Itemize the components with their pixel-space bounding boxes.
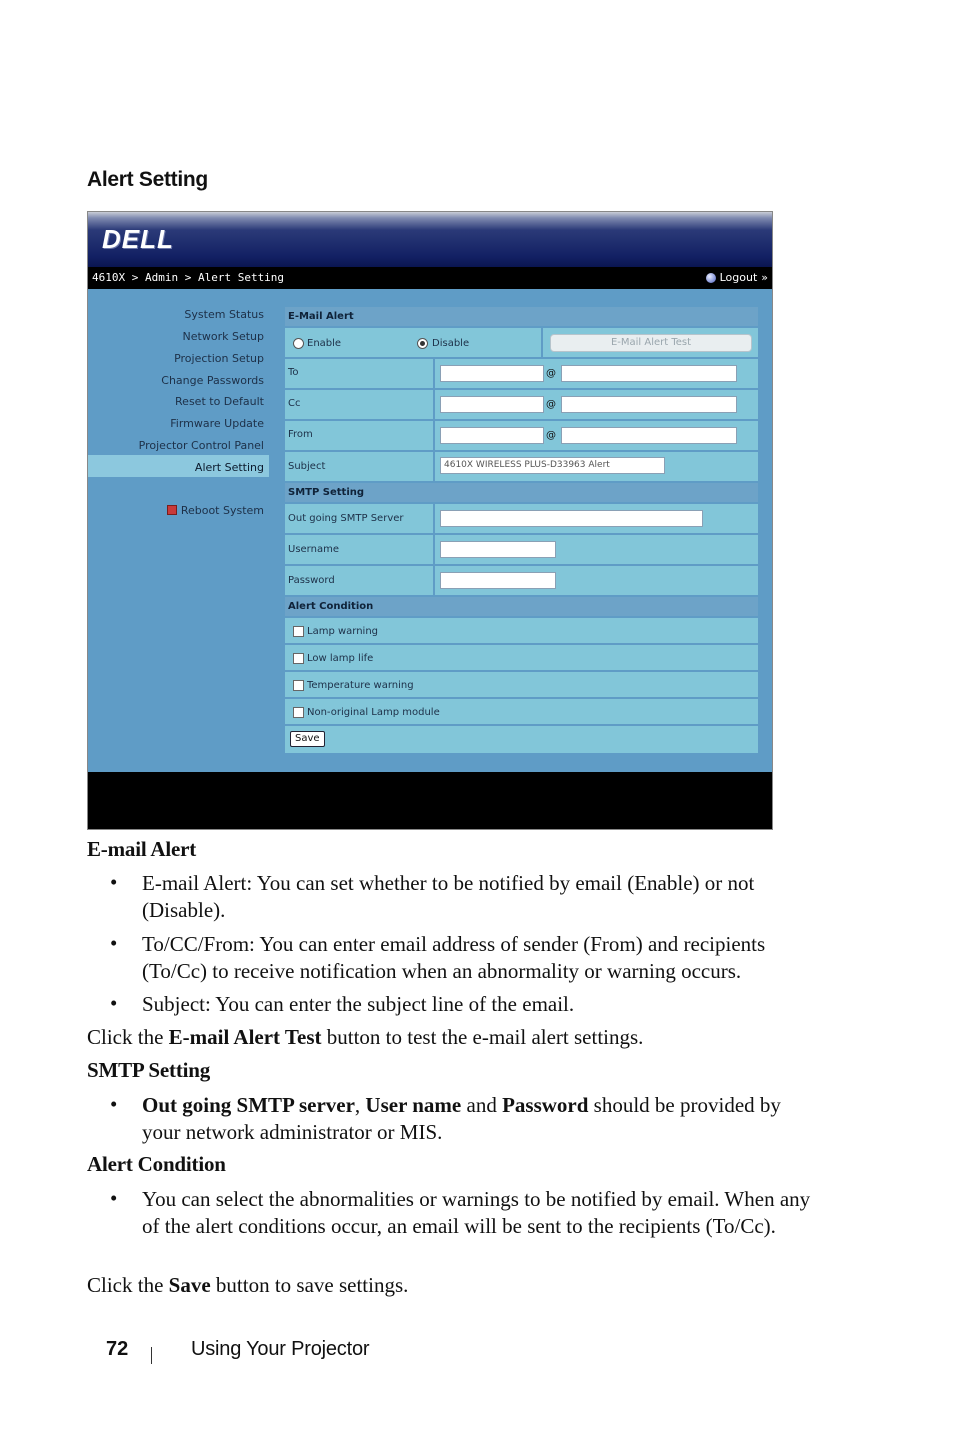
web-ui-screenshot [87,211,773,830]
row-divider [433,504,435,533]
condition-row-non-original-lamp [285,699,758,726]
alert-condition-heading: Alert Condition [87,1152,226,1176]
from-domain-input[interactable] [561,427,737,444]
save-row [285,726,758,753]
username-label: Username [288,544,339,555]
low-lamp-life-checkbox[interactable] [293,653,304,664]
subject-label: Subject [288,461,326,472]
from-row [285,421,758,452]
bullet-icon: • [110,931,118,955]
condition-row-low-lamp-life [285,645,758,672]
chapter-title: Using Your Projector [191,1338,370,1360]
row-divider [433,535,435,564]
password-label: Password [288,575,335,586]
logout-icon [706,273,716,283]
password-input[interactable] [440,572,556,589]
temperature-warning-checkbox[interactable] [293,680,304,691]
logout-link[interactable] [706,271,768,284]
section-title: Alert Setting [87,168,208,191]
smtp-bullet-1: Out going SMTP server, User name and Password should be provided by your network administrator or MIS. [142,1093,781,1144]
disable-radio[interactable] [417,338,428,349]
password-row [285,566,758,597]
bullet-icon: • [110,1186,118,1210]
row-divider [433,566,435,595]
username-input[interactable] [440,541,556,558]
at-sign: @ [546,368,556,379]
enable-label: Enable [307,338,342,349]
from-user-input[interactable] [440,427,544,444]
sidebar-item-firmware-update[interactable]: Firmware Update [170,417,264,430]
logout-label: Logout [719,271,758,284]
smtp-setting-heading: SMTP Setting [87,1058,211,1082]
alert-condition-header: Alert Condition [285,597,758,618]
row-divider [541,328,543,357]
cc-row [285,390,758,421]
sidebar-item-projector-control-panel[interactable]: Projector Control Panel [138,439,264,452]
at-sign: @ [546,399,556,410]
enable-radio[interactable] [293,338,304,349]
row-divider [433,421,435,450]
test-button-name: E-mail Alert Test [168,1025,322,1049]
email-bullet-1: E-mail Alert: You can set whether to be notified by email (Enable) or not (Disable). [142,871,755,922]
smtp-server-input[interactable] [440,510,703,527]
temperature-warning-label: Temperature warning [307,680,414,691]
smtp-server-label: Out going SMTP Server [288,513,404,524]
to-domain-input[interactable] [561,365,737,382]
sidebar-item-system-status[interactable]: System Status [184,308,264,321]
email-bullet-2: To/CC/From: You can enter email address of sender (From) and recipients (To/Cc) to receive notification when an abnormality or warning occurs. [142,932,766,983]
to-label: To [288,367,299,378]
reboot-system-link[interactable] [167,504,264,517]
email-bullet-3: Subject: You can enter the subject line of the email. [142,992,575,1016]
save-button-name: Save [168,1273,211,1297]
test-instruction: Click the E-mail Alert Test button to test the e-mail alert settings. [87,1025,644,1049]
sidebar-item-network-setup[interactable]: Network Setup [182,330,264,343]
sidebar-item-reset-to-default[interactable]: Reset to Default [175,395,264,408]
row-divider [433,390,435,419]
screenshot-footer-bar [88,772,772,830]
condition-row-lamp-warning [285,618,758,645]
from-label: From [288,429,313,440]
header-banner [88,212,772,267]
condition-row-temperature-warning [285,672,758,699]
email-alert-header: E-Mail Alert [285,307,758,328]
dell-logo: DELL [102,224,174,254]
footer-divider [151,1347,152,1364]
email-alert-heading: E-mail Alert [87,837,196,861]
main-content [269,289,773,772]
cc-user-input[interactable] [440,396,544,413]
double-chevron-icon: » [761,271,768,284]
sidebar-item-alert-setting[interactable]: Alert Setting [194,461,264,474]
username-row [285,535,758,566]
page-number: 72 [106,1338,129,1360]
save-button[interactable]: Save [290,731,325,747]
cc-domain-input[interactable] [561,396,737,413]
sidebar-item-change-passwords[interactable]: Change Passwords [161,374,264,387]
low-lamp-life-label: Low lamp life [307,653,374,664]
disable-label: Disable [432,338,470,349]
breadcrumb: 4610X > Admin > Alert Setting [92,271,285,284]
row-divider [433,452,435,481]
cc-label: Cc [288,398,301,409]
smtp-setting-header: SMTP Setting [285,483,758,504]
bullet-icon: • [110,1092,118,1116]
email-alert-toggle-row [285,328,758,359]
sidebar-item-projection-setup[interactable]: Projection Setup [174,352,264,365]
subject-input[interactable]: 4610X WIRELESS PLUS-D33963 Alert [440,457,665,474]
breadcrumb-bar [88,267,772,289]
bullet-icon: • [110,991,118,1015]
row-divider [433,359,435,388]
lamp-warning-checkbox[interactable] [293,626,304,637]
alert-bullet-1: You can select the abnormalities or warnings to be notified by email. When any of the alert conditions occur, an email will be sent to the recipients (To/Cc). [142,1187,811,1238]
bullet-icon: • [110,870,118,894]
reboot-icon [167,505,177,515]
sidebar [88,289,269,772]
smtp-server-row [285,504,758,535]
to-user-input[interactable] [440,365,544,382]
non-original-lamp-checkbox[interactable] [293,707,304,718]
subject-row [285,452,758,483]
save-instruction: Click the Save button to save settings. [87,1273,409,1297]
reboot-label: Reboot System [180,504,264,517]
non-original-lamp-label: Non-original Lamp module [307,707,440,718]
to-row [285,359,758,390]
at-sign: @ [546,430,556,441]
lamp-warning-label: Lamp warning [307,626,379,637]
email-alert-test-button[interactable]: E-Mail Alert Test [550,334,752,352]
